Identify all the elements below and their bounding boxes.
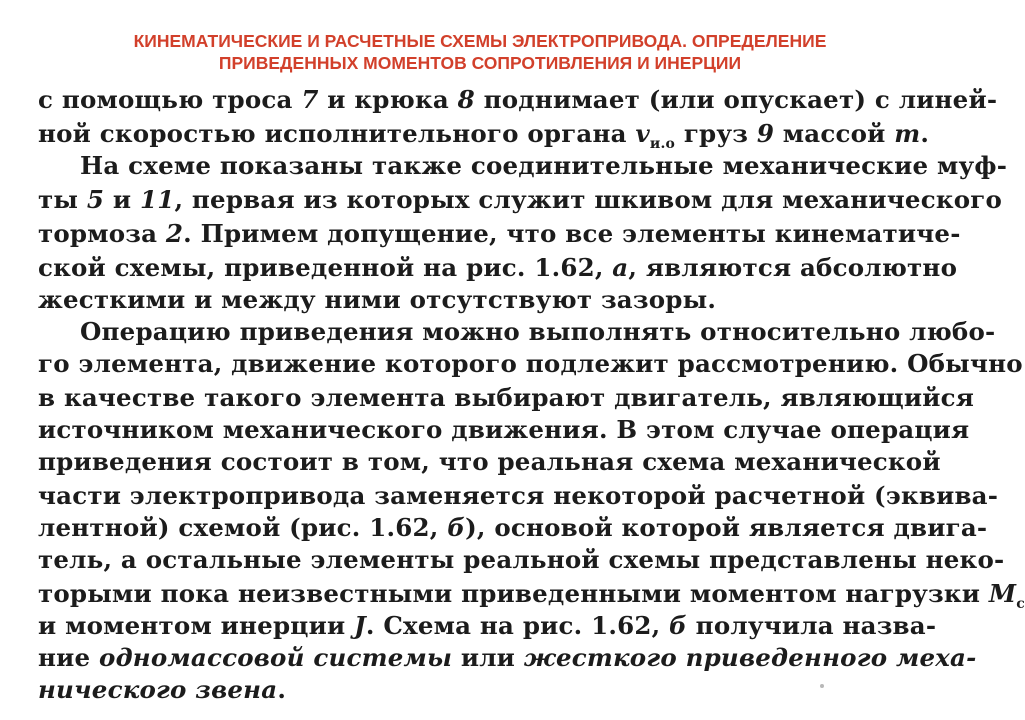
text-line-2: [38, 118, 930, 152]
text-fragment: поднимает (или опускает) с линей-: [474, 85, 998, 114]
figure-ref: 5: [86, 185, 105, 214]
velocity-symbol: v: [635, 119, 650, 148]
term-italic: одномассовой системы: [99, 643, 453, 672]
text-fragment: тормоза: [38, 219, 166, 248]
text-fragment: . Схема на рис. 1.62,: [365, 611, 670, 640]
text-line-5: [38, 218, 961, 250]
figure-ref: 11: [139, 185, 175, 214]
inertia-symbol: J: [354, 611, 366, 640]
figure-ref: б: [669, 611, 687, 640]
text-fragment: или: [452, 643, 524, 672]
term-italic: жесткого приведенного меха-: [523, 643, 977, 672]
figure-ref: 8: [457, 85, 475, 114]
text-fragment: торыми пока неизвестными приведенными моментом нагрузки: [38, 579, 989, 608]
moment-subscript: с: [1016, 596, 1025, 612]
scanned-text-block: [38, 84, 1025, 714]
text-fragment: массой: [774, 119, 895, 148]
text-fragment: . Примем допущение, что все элементы кинематиче-: [183, 219, 961, 248]
text-fragment: и моментом инерции: [38, 611, 355, 640]
scan-speck: [820, 684, 824, 688]
text-line-4: [38, 184, 1003, 216]
text-fragment: и: [104, 185, 140, 214]
figure-ref: а: [612, 253, 629, 282]
text-fragment: ), основой которой является двига-: [465, 513, 988, 542]
velocity-subscript: и.о: [649, 136, 676, 152]
text-fragment: ты: [38, 185, 87, 214]
text-line-10: в качестве такого элемента выбирают двигатель, являющийся: [38, 383, 974, 412]
text-line-15: тель, а остальные элементы реальной схемы представлены неко-: [38, 545, 1005, 574]
text-fragment: , являются абсолютно: [628, 253, 958, 282]
text-line-17: [38, 610, 937, 642]
term-italic: нического звена: [38, 675, 278, 704]
mass-symbol: m: [894, 119, 921, 148]
slide-title-line-1: КИНЕМАТИЧЕСКИЕ И РАСЧЕТНЫЕ СХЕМЫ ЭЛЕКТРОПРИВОДА. ОПРЕДЕЛЕНИЕ: [133, 31, 827, 51]
text-line-13: части электропривода заменяется некоторой расчетной (эквива-: [38, 481, 999, 510]
text-fragment: получила назва-: [686, 611, 937, 640]
figure-ref: б: [447, 513, 466, 542]
text-line-6: [38, 252, 958, 284]
figure-ref: 7: [301, 85, 319, 114]
text-fragment: и крюка: [318, 85, 458, 114]
text-line-1: [38, 84, 998, 116]
figure-ref: 9: [756, 119, 775, 148]
text-line-8: Операцию приведения можно выполнять относительно любо-: [80, 317, 996, 346]
text-line-19: [38, 674, 910, 706]
text-fragment: .: [920, 119, 930, 148]
text-fragment: лентной) схемой (рис. 1.62,: [38, 513, 448, 542]
text-line-14: [38, 512, 988, 544]
text-fragment: груз: [675, 119, 757, 148]
text-fragment: ние: [38, 643, 100, 672]
slide-title: [60, 30, 900, 74]
slide-title-line-2: ПРИВЕДЕННЫХ МОМЕНТОВ СОПРОТИВЛЕНИЯ И ИНЕРЦИИ: [218, 53, 742, 73]
text-line-7: жесткими и между ними отсутствуют зазоры.: [38, 285, 717, 314]
text-line-3: На схеме показаны также соединительные механические муф-: [80, 151, 1008, 180]
text-line-11: источником механического движения. В этом случае операция: [38, 415, 970, 444]
text-fragment: с помощью троса: [38, 85, 302, 114]
text-line-16: [38, 578, 1025, 612]
text-fragment: ской схемы, приведенной на рис. 1.62,: [38, 253, 613, 282]
moment-symbol: M: [988, 579, 1017, 608]
text-line-12: приведения состоит в том, что реальная схема механической: [38, 447, 941, 476]
figure-ref: 2: [165, 219, 184, 248]
text-fragment: ной скоростью исполнительного органа: [38, 119, 636, 148]
text-line-9: го элемента, движение которого подлежит рассмотрению. Обычно: [38, 349, 1023, 378]
text-fragment: .: [277, 675, 287, 704]
text-line-18: [38, 642, 977, 674]
text-fragment: , первая из которых служит шкивом для механического: [174, 185, 1003, 214]
